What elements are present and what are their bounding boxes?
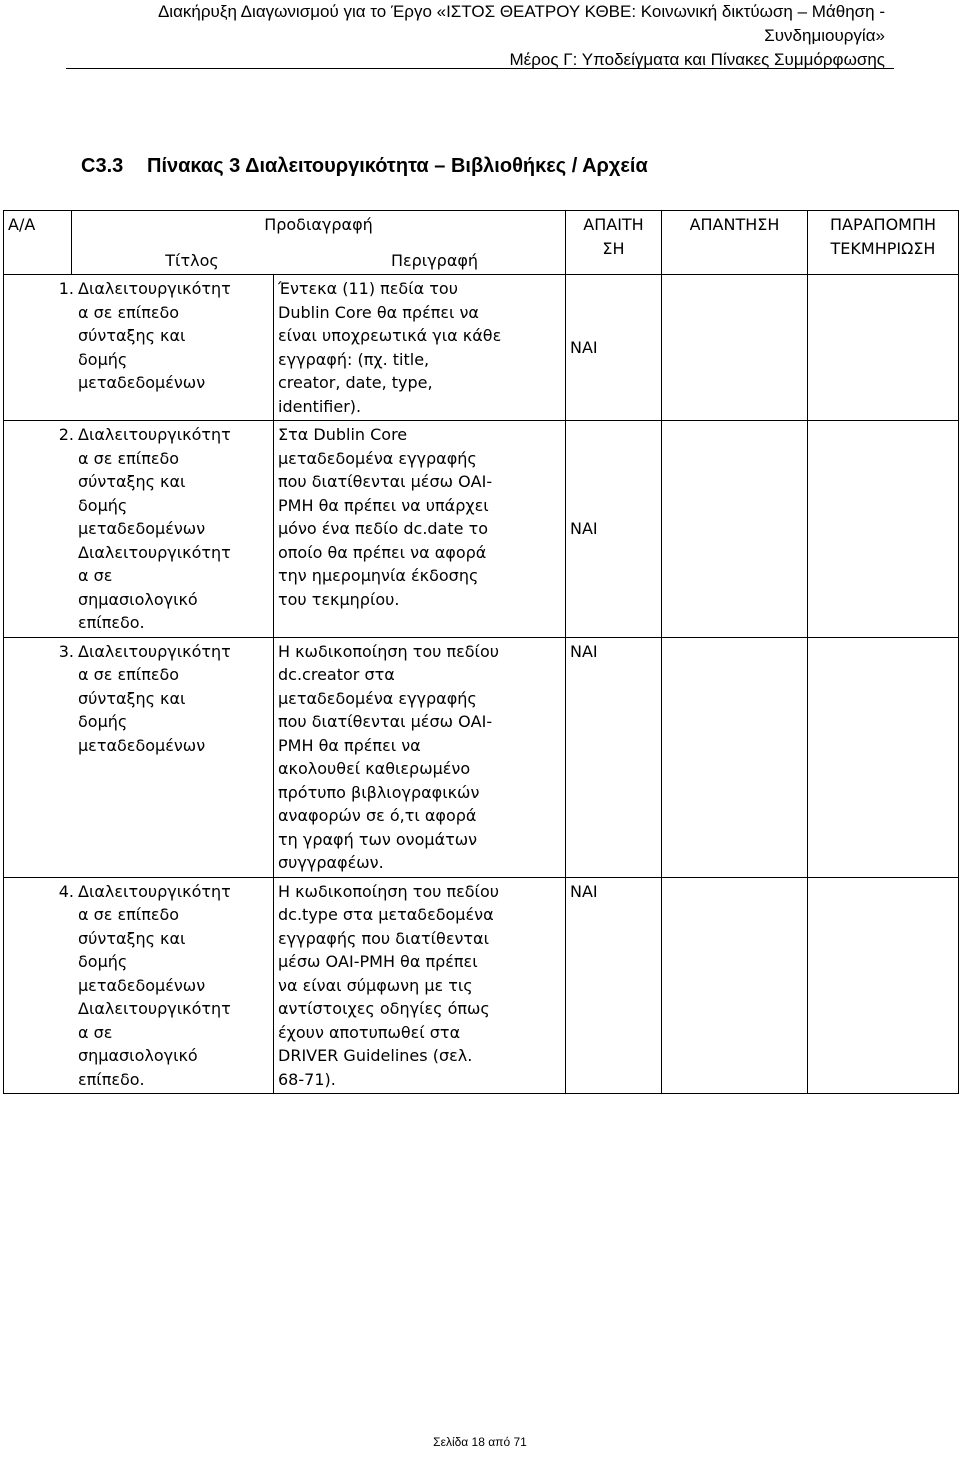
section-number: C3.3 xyxy=(81,155,124,177)
row-answer xyxy=(662,421,808,638)
row-requirement: ΝΑΙ xyxy=(566,421,662,638)
row-requirement: ΝΑΙ xyxy=(566,637,662,877)
table-row xyxy=(4,421,959,638)
header-spec xyxy=(72,211,566,275)
row-number: 2. xyxy=(58,425,74,444)
table-row xyxy=(4,877,959,1094)
table-header-row xyxy=(4,211,959,275)
row-title-cell xyxy=(4,275,274,421)
row-reference xyxy=(808,421,959,638)
row-reference xyxy=(808,637,959,877)
header-line-1: Διακήρυξη Διαγωνισμού για το Έργο «ΙΣΤΟΣ ΘΕΑΤΡΟΥ ΚΘΒΕ: Κοινωνική δικτύωση – Μάθηση - xyxy=(157,2,885,21)
row-answer xyxy=(662,877,808,1094)
section-title: Πίνακας 3 Διαλειτουργικότητα – Βιβλιοθήκες / Αρχεία xyxy=(147,155,648,177)
row-reference xyxy=(808,275,959,421)
row-number: 1. xyxy=(58,279,74,298)
row-number: 3. xyxy=(58,641,74,661)
row-description: Η κωδικοποίηση του πεδίου dc.creator στα μεταδεδομένα εγγραφής που διατίθενται μέσω ΟΑΙ- ΡΜΗ θα πρέπει να ακολουθεί καθιερωμένο πρότυπο βιβλιογραφικών αναφορών σε ό,τι αφορά τη γραφή των ονομάτων συγγραφέων. xyxy=(274,637,566,877)
row-description: Η κωδικοποίηση του πεδίου dc.type στα μεταδεδομένα εγγραφής που διατίθενται μέσω ΟΑΙ-ΡΜΗ θα πρέπει να είναι σύμφωνη με τις αντίστοιχες οδηγίες όπως έχουν αποτυπωθεί στα DRIVER Guidelines (σελ. 68-71). xyxy=(274,877,566,1094)
header-reference: ΠΑΡΑΠΟΜΠΗ ΤΕΚΜΗΡΙΩΣΗ xyxy=(808,211,959,275)
row-requirement: ΝΑΙ xyxy=(566,275,662,421)
header-answer: ΑΠΑΝΤΗΣΗ xyxy=(662,211,808,275)
header-description: Περιγραφή xyxy=(390,250,479,270)
table-row xyxy=(4,275,959,421)
row-answer xyxy=(662,637,808,877)
row-requirement: ΝΑΙ xyxy=(566,877,662,1094)
row-title-cell xyxy=(4,637,274,877)
header-spec-label: Προδιαγραφή xyxy=(264,215,373,234)
page-number: Σελίδα 18 από 71 xyxy=(433,1435,527,1449)
row-number: 4. xyxy=(58,881,74,901)
section-heading xyxy=(81,155,648,178)
compliance-table xyxy=(3,210,959,1094)
row-title: Διαλειτουργικότητ α σε επίπεδο σύνταξης και δομής μεταδεδομένων Διαλειτουργικότητ α σε σημασιολογικό επίπεδο. xyxy=(78,881,231,1089)
row-title: Διαλειτουργικότητ α σε επίπεδο σύνταξης και δομής μεταδεδομένων Διαλειτουργικότητ α σε σημασιολογικό επίπεδο. xyxy=(78,425,231,632)
row-title: Διαλειτουργικότητ α σε επίπεδο σύνταξης και δομής μεταδεδομένων xyxy=(78,641,231,755)
row-reference xyxy=(808,877,959,1094)
header-divider xyxy=(66,68,894,69)
document-header xyxy=(125,0,885,72)
header-title: Τίτλος xyxy=(165,250,219,270)
header-aa: Α/Α xyxy=(4,211,72,275)
header-requirement: ΑΠΑΙΤΗ ΣΗ xyxy=(566,211,662,275)
row-description: Έντεκα (11) πεδία του Dublin Core θα πρέπει να είναι υποχρεωτικά για κάθε εγγραφή: (πχ. title, creator, date, type, identifier). xyxy=(274,275,566,421)
header-line-3: Μέρος Γ: Υποδείγματα και Πίνακες Συμμόρφωσης xyxy=(509,50,885,69)
row-title: Διαλειτουργικότητ α σε επίπεδο σύνταξης και δομής μεταδεδομένων xyxy=(78,279,231,392)
table-row xyxy=(4,637,959,877)
row-title-cell xyxy=(4,421,274,638)
row-title-cell xyxy=(4,877,274,1094)
row-description: Στα Dublin Core μεταδεδομένα εγγραφής που διατίθενται μέσω ΟΑΙ- ΡΜΗ θα πρέπει να υπάρχει μόνο ένα πεδίο dc.date το οποίο θα πρέπει να αφορά την ημερομηνία έκδοσης του τεκμηρίου. xyxy=(274,421,566,638)
header-subcolumns xyxy=(76,249,561,273)
row-answer xyxy=(662,275,808,421)
header-line-2: Συνδημιουργία» xyxy=(764,26,885,45)
